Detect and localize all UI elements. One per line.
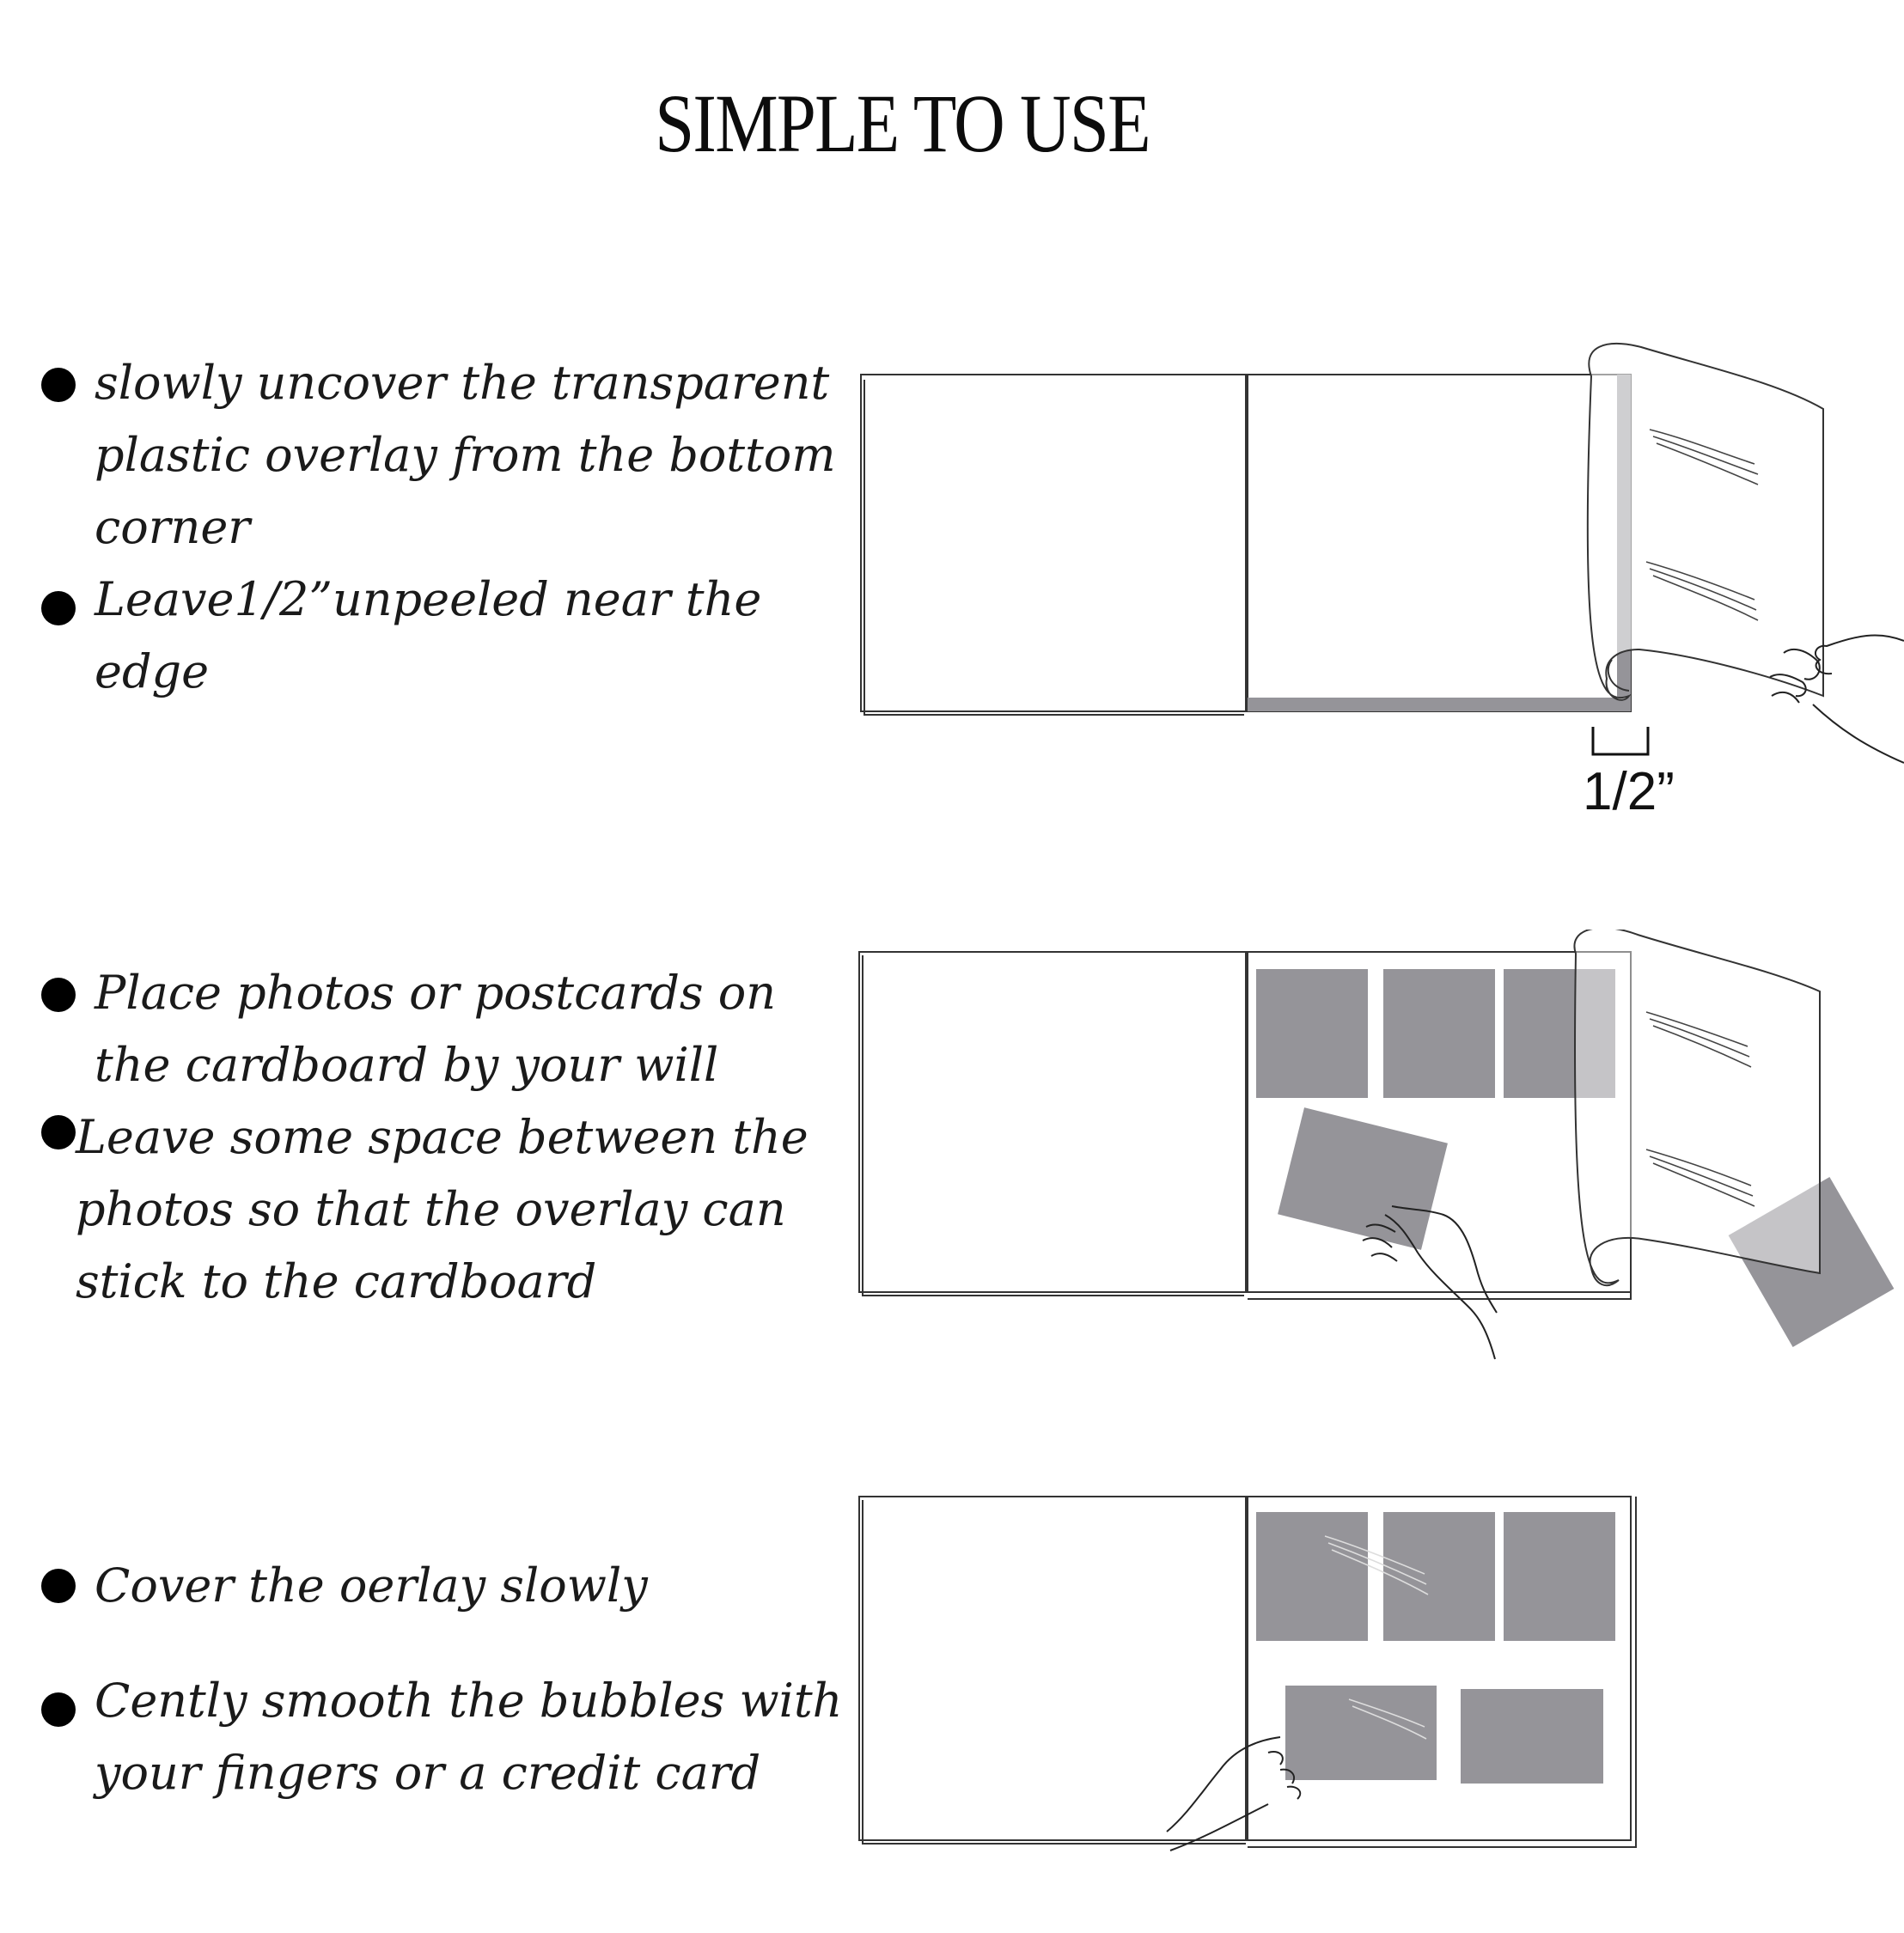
bullet-icon bbox=[41, 1692, 76, 1727]
peeled-overlay-sheet bbox=[1588, 344, 1823, 700]
step-1-text bbox=[41, 347, 836, 708]
step-3-item-2-line-1: Cently smooth the bubbles with bbox=[95, 1674, 843, 1728]
bullet-icon bbox=[41, 591, 76, 625]
step-2-item-1 bbox=[41, 957, 809, 1101]
step-3-item-1 bbox=[41, 1550, 842, 1622]
unpeeled-strip bbox=[1248, 375, 1631, 711]
step-2-item-2 bbox=[41, 1101, 809, 1318]
photo-placeholder-icon bbox=[1278, 1107, 1448, 1250]
album-left-page bbox=[859, 952, 1246, 1292]
measure-label: 1/2” bbox=[1583, 762, 1675, 821]
photos bbox=[1256, 1512, 1615, 1784]
step-1-item-2-line-2: edge bbox=[95, 644, 210, 698]
step-1-item-2 bbox=[41, 564, 836, 708]
photo-placeholder-icon bbox=[1383, 969, 1495, 1098]
album-left-page bbox=[861, 375, 1246, 711]
page-title: SIMPLE TO USE bbox=[655, 77, 1150, 169]
photo-placeholder-icon bbox=[1504, 1512, 1615, 1641]
photo-placeholder-icon bbox=[1256, 1512, 1368, 1641]
bullet-icon bbox=[41, 978, 76, 1012]
step-2-item-2-line-1: Leave some space between the bbox=[76, 1110, 809, 1164]
step-2-item-2-line-3: stick to the cardboard bbox=[76, 1254, 597, 1308]
step-2-text bbox=[41, 957, 809, 1318]
step-2-item-1-line-2: the cardboard by your will bbox=[95, 1038, 719, 1092]
step-1-item-1-line-1: slowly uncover the transparent bbox=[95, 356, 830, 410]
step-1-item-1 bbox=[41, 347, 836, 564]
step-1-item-1-line-2: plastic overlay from the bottom bbox=[95, 428, 836, 482]
step-3-item-2 bbox=[41, 1665, 842, 1809]
bullet-icon bbox=[41, 368, 76, 402]
photo-placeholder-icon bbox=[1383, 1512, 1495, 1641]
bullet-icon bbox=[41, 1115, 76, 1149]
step-1-item-1-line-3: corner bbox=[95, 500, 251, 554]
step-2-item-2-line-2: photos so that the overlay can bbox=[76, 1182, 786, 1236]
step-3-item-1-line-1: Cover the oerlay slowly bbox=[95, 1558, 648, 1613]
illustration-cover-overlay bbox=[851, 1495, 1658, 1856]
photo-placeholder-icon bbox=[1461, 1689, 1603, 1784]
peeled-overlay-sheet bbox=[1574, 930, 1820, 1285]
hand-icon bbox=[1167, 1737, 1300, 1851]
step-3-item-2-line-2: your fingers or a credit card bbox=[95, 1746, 761, 1800]
step-3-text bbox=[41, 1550, 842, 1809]
step-2-item-1-line-1: Place photos or postcards on bbox=[95, 966, 777, 1020]
half-inch-bracket bbox=[1593, 727, 1648, 754]
step-1-item-2-line-1: Leave1/2”unpeeled near the bbox=[95, 572, 762, 626]
bullet-icon bbox=[41, 1569, 76, 1603]
album-left-page bbox=[859, 1497, 1246, 1840]
album-right-page bbox=[1248, 375, 1631, 711]
illustration-peel-overlay bbox=[851, 335, 1904, 833]
illustration-place-photos bbox=[851, 930, 1904, 1376]
photo-placeholder-icon bbox=[1256, 969, 1368, 1098]
